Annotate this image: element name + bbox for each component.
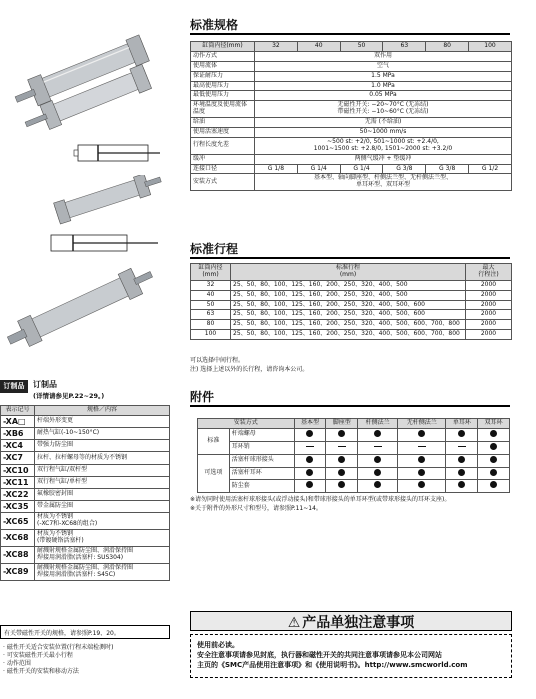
order-code: -XC11: [1, 476, 35, 488]
acc-mark: [294, 428, 326, 441]
acc-header-1: 脚座型: [326, 419, 358, 429]
switch-note-box: 有关带磁性开关的规格，请参照P.19、20。: [0, 625, 170, 639]
order-code: -XC88: [1, 546, 35, 563]
dash-icon: [374, 446, 382, 447]
dot-icon: [490, 456, 497, 463]
stroke-max: 2000: [466, 320, 512, 330]
stroke-std: 25、50、80、100、125、160、200、250、320、400、500、600、700、800: [231, 320, 466, 330]
spec-title: 标准规格: [190, 18, 239, 32]
acc-item-label: 杆端螺母: [229, 428, 294, 441]
order-desc: 双行程气缸/双杆型: [35, 464, 170, 476]
acc-mark: [478, 480, 510, 493]
dot-icon: [306, 469, 313, 476]
order-table: [0, 405, 170, 581]
acc-mark: [398, 428, 446, 441]
stroke-header-0: 缸筒内径 (mm): [191, 264, 231, 281]
acc-mark: [446, 454, 478, 467]
spec-port-1: G 1/4: [297, 164, 340, 174]
cylinder-product-photo-3: [0, 258, 165, 368]
dot-icon: [338, 469, 345, 476]
order-desc: 双行程气缸/单杆型: [35, 476, 170, 488]
order-desc: 耐热气缸(-10~150°C): [35, 428, 170, 440]
spec-row-label: 动作方式: [191, 51, 255, 61]
warning-line-2: 安全注意事项请参见封底，执行器和磁性开关的共同注意事项请参见本公司网站: [197, 651, 442, 660]
acc-header-3: 无杆侧法兰: [398, 419, 446, 429]
acc-mark: [326, 480, 358, 493]
acc-mark: [358, 428, 398, 441]
stroke-std: 25、50、80、100、125、160、200、250、320、400、500: [231, 280, 466, 290]
acc-note-2: ※关于附件的外形尺寸和型号，请参照P.11~14。: [190, 505, 322, 512]
switch-note-item: · 动作范围: [3, 660, 31, 668]
spec-row-value: 无需 (不给油): [255, 118, 512, 128]
stroke-title: 标准行程: [190, 242, 239, 256]
cylinder-product-photo: [0, 20, 170, 130]
acc-table: [197, 418, 510, 493]
dot-icon: [418, 481, 425, 488]
spec-row-value: 空气: [255, 61, 512, 71]
order-desc: 材质为不锈钢 (带镀硬铬活塞杆): [35, 530, 170, 547]
spec-row-value: 1.5 MPa: [255, 71, 512, 81]
stroke-max: 2000: [466, 330, 512, 340]
acc-header-5: 双耳环: [478, 419, 510, 429]
acc-mark: [326, 454, 358, 467]
spec-col-label: 缸筒内径(mm): [191, 42, 255, 52]
cylinder-symbol-double-acting: [72, 142, 162, 164]
dot-icon: [374, 481, 381, 488]
stroke-bore: 100: [191, 330, 231, 340]
acc-mark: [478, 454, 510, 467]
stroke-note-1: 可以选择中间行程。: [190, 357, 245, 364]
dot-icon: [490, 481, 497, 488]
acc-mark: [398, 454, 446, 467]
spec-row-value: 双作用: [255, 51, 512, 61]
cylinder-product-photo-2: [40, 175, 165, 225]
acc-mark: [294, 467, 326, 480]
warning-body: [190, 634, 512, 678]
spec-row-label: 给油: [191, 118, 255, 128]
order-desc: 材质为不锈钢 (-XC7和-XC68的组合): [35, 513, 170, 530]
order-desc: 拉杆、拉杆螺母等的材质为不锈钢: [35, 452, 170, 464]
acc-item-label: 活塞杆耳环: [229, 467, 294, 480]
acc-mark: [398, 441, 446, 454]
spec-row-label: 使用活塞速度: [191, 128, 255, 138]
dot-icon: [338, 430, 345, 437]
acc-item-label: 防尘套: [229, 480, 294, 493]
spec-port-5: G 1/2: [469, 164, 512, 174]
spec-row-label: 最低使用压力: [191, 91, 255, 101]
order-code: -XC65: [1, 513, 35, 530]
spec-row-value: 50~1000 mm/s: [255, 128, 512, 138]
stroke-bore: 40: [191, 290, 231, 300]
stroke-header-2: 最大 行程注): [466, 264, 512, 281]
stroke-bore: 63: [191, 310, 231, 320]
order-code: -XC68: [1, 530, 35, 547]
acc-mark: [446, 480, 478, 493]
spec-row-label: 安装方式: [191, 174, 255, 191]
dot-icon: [458, 469, 465, 476]
order-code: -XC7: [1, 452, 35, 464]
order-code: -XC35: [1, 501, 35, 513]
dot-icon: [490, 443, 497, 450]
order-code: -XB6: [1, 428, 35, 440]
acc-header-2: 杆侧法兰: [358, 419, 398, 429]
stroke-std: 25、50、80、100、125、160、200、250、320、400、500、600: [231, 300, 466, 310]
dot-icon: [338, 481, 345, 488]
spec-col-32: 32: [255, 42, 298, 52]
acc-item-label: 耳环销: [229, 441, 294, 454]
dot-icon: [490, 430, 497, 437]
switch-note-list: [3, 644, 168, 676]
acc-mark: [446, 428, 478, 441]
acc-mark: [358, 467, 398, 480]
custom-badge: 订制品: [0, 380, 28, 393]
spec-port-4: G 3/8: [426, 164, 469, 174]
switch-note-item: · 磁性开关适合安装位置(行程末端检测时): [3, 644, 114, 651]
spec-row-value: 无磁性开关: −20~70°C (无冻结) 带磁性开关: −10~60°C (无冻结): [255, 101, 512, 118]
dot-icon: [374, 430, 381, 437]
acc-mark: [358, 454, 398, 467]
warning-icon: ⚠: [287, 615, 301, 631]
acc-mark: [398, 467, 446, 480]
acc-mark: [478, 441, 510, 454]
order-code: -XC10: [1, 464, 35, 476]
dot-icon: [306, 430, 313, 437]
spec-col-40: 40: [297, 42, 340, 52]
spec-table: [190, 41, 512, 191]
dash-icon: [418, 446, 426, 447]
order-title: 订制品: [33, 380, 57, 389]
acc-header-0: 基本型: [294, 419, 326, 429]
spec-row-value: ~500 st: +2/0, 501~1000 st: +2.4/0, 1001~1500 st: +2.8/0, 1501~2000 st: +3.2/0: [255, 137, 512, 154]
acc-mark: [326, 441, 358, 454]
dot-icon: [374, 456, 381, 463]
spec-col-100: 100: [469, 42, 512, 52]
acc-mark: [446, 441, 478, 454]
acc-mark: [326, 428, 358, 441]
spec-port-3: G 3/8: [383, 164, 426, 174]
switch-note-item: · 可安装磁性开关最小行程: [3, 652, 73, 660]
warning-line-1: 使用前必读。: [197, 641, 239, 649]
dot-icon: [306, 456, 313, 463]
switch-note-item: · 磁性开关的安装和移动方法: [3, 668, 79, 676]
spec-col-50: 50: [340, 42, 383, 52]
acc-mark: [398, 480, 446, 493]
order-desc: 氟橡胶密封圈: [35, 489, 170, 501]
dot-icon: [338, 456, 345, 463]
acc-mark: [294, 454, 326, 467]
order-subtitle: (详情请参见P.22~29。): [33, 392, 105, 400]
stroke-max: 2000: [466, 280, 512, 290]
spec-row-value: 两侧气缓冲 + 垫缓冲: [255, 154, 512, 164]
stroke-max: 2000: [466, 290, 512, 300]
stroke-bore: 32: [191, 280, 231, 290]
stroke-max: 2000: [466, 300, 512, 310]
order-desc: 耐溅射规格金属防尘圈、润滑保持圈 焊接用润滑脂(活塞杆: S45C): [35, 563, 170, 580]
order-code: -XC4: [1, 440, 35, 452]
acc-header-4: 单耳环: [446, 419, 478, 429]
spec-port-0: G 1/8: [255, 164, 298, 174]
order-desc: 耐溅射规格金属防尘圈、润滑保持圈 焊接用润滑脂(活塞杆: SUS304): [35, 546, 170, 563]
acc-mark: [294, 441, 326, 454]
stroke-table: [190, 263, 512, 340]
spec-row-label: 使用流体: [191, 61, 255, 71]
order-desc: 杆端外形变更: [35, 415, 170, 427]
dot-icon: [458, 456, 465, 463]
spec-col-80: 80: [426, 42, 469, 52]
order-code: -XA□: [1, 415, 35, 427]
acc-item-label: 活塞杆球形接头: [229, 454, 294, 467]
acc-header-mount: 安装方式: [198, 419, 295, 429]
stroke-bore: 80: [191, 320, 231, 330]
dot-icon: [418, 456, 425, 463]
order-code: -XC89: [1, 563, 35, 580]
acc-mark: [478, 428, 510, 441]
acc-group-name: 可选项: [198, 454, 230, 493]
acc-mark: [358, 480, 398, 493]
stroke-note-2: 注) 选择上述以外的长行程，请咨询本公司。: [190, 366, 309, 373]
acc-note-1: ※请勿同时使用活塞杆球形接头(或浮动接头)和带球形接头的单耳环型(或带球形接头的耳环支座)。: [190, 496, 451, 503]
spec-port-2: G 1/4: [340, 164, 383, 174]
spec-row-label: 保证耐压力: [191, 71, 255, 81]
warning-header: ⚠ 产品单独注意事项: [190, 611, 512, 631]
spec-row-label: 行程长度允差: [191, 137, 255, 154]
dash-icon: [338, 446, 346, 447]
spec-row-value: 基本型、轴向脚座型、杆侧法兰型、无杆侧法兰型、 单耳环型、双耳环型: [255, 174, 512, 191]
order-header-0: 表示记号: [1, 406, 35, 416]
spec-col-63: 63: [383, 42, 426, 52]
dot-icon: [490, 469, 497, 476]
spec-row-label: 环境温度及使用流体温度: [191, 101, 255, 118]
acc-title: 附件: [190, 390, 215, 404]
dot-icon: [418, 469, 425, 476]
order-desc: 带金属防尘圈: [35, 501, 170, 513]
cylinder-symbol-2: [45, 232, 160, 254]
spec-row-value: 0.05 MPa: [255, 91, 512, 101]
stroke-header-1: 标准行程 (mm): [231, 264, 466, 281]
stroke-max: 2000: [466, 310, 512, 320]
stroke-bore: 50: [191, 300, 231, 310]
spec-port-label: 连接口径: [191, 164, 255, 174]
dot-icon: [458, 430, 465, 437]
acc-mark: [358, 441, 398, 454]
acc-mark: [294, 480, 326, 493]
acc-mark: [446, 467, 478, 480]
dash-icon: [306, 446, 314, 447]
order-header-1: 规格／内容: [35, 406, 170, 416]
acc-mark: [478, 467, 510, 480]
dot-icon: [374, 469, 381, 476]
order-code: -XC22: [1, 489, 35, 501]
order-desc: 带强力防尘圈: [35, 440, 170, 452]
spec-row-label: 缓冲: [191, 154, 255, 164]
dot-icon: [458, 481, 465, 488]
dot-icon: [306, 481, 313, 488]
dash-icon: [458, 446, 466, 447]
stroke-std: 25、50、80、100、125、160、200、250、320、400、500、600: [231, 310, 466, 320]
acc-mark: [326, 467, 358, 480]
spec-row-label: 最高使用压力: [191, 81, 255, 91]
acc-group-name: 标准: [198, 428, 230, 454]
stroke-std: 25、50、80、100、125、160、200、250、320、400、500: [231, 290, 466, 300]
spec-row-value: 1.0 MPa: [255, 81, 512, 91]
stroke-std: 25、50、80、100、125、160、200、250、320、400、500、600、700、800: [231, 330, 466, 340]
dot-icon: [418, 430, 425, 437]
warning-line-3: 主页的《SMC产品使用注意事项》和《使用说明书》。http://www.smcworld.com: [197, 661, 468, 670]
